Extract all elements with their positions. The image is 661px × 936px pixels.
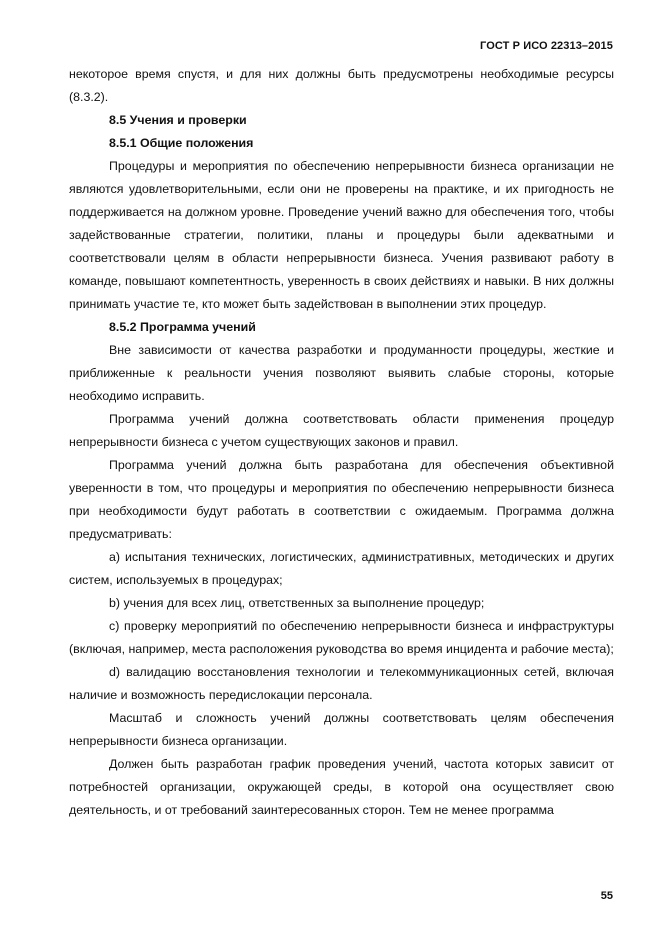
paragraph-program-scope: Программа учений должна соответствовать области применения процедур непрерывности бизнеса с учетом существующих законов и правил. [69,412,614,449]
paragraph-schedule: Должен быть разработан график проведения учений, частота которых зависит от потребностей организации, окружающей среды, в которой она осуществляет свою деятельность, и от требований заинтересованных сторон. Тем не менее программа [69,757,614,817]
section-heading-8-5-2: 8.5.2 Программа учений [109,320,256,334]
section-heading-8-5: 8.5 Учения и проверки [109,113,247,127]
page-number: 55 [600,890,613,902]
list-item-c: c) проверку мероприятий по обеспечению непрерывности бизнеса и инфраструктуры (включая, например, места расположения руководства во время инцидента и рабочие места); [69,619,614,656]
list-item-b: b) учения для всех лиц, ответственных за выполнение процедур; [109,596,485,610]
paragraph-continuation: некоторое время спустя, и для них должны быть предусмотрены необходимые ресурсы (8.3.2). [69,67,614,104]
list-item-a: а) испытания технических, логистических, административных, методических и других систем, используемых в процедурах; [69,550,614,587]
section-heading-8-5-1: 8.5.1 Общие положения [109,136,254,150]
document-code-header: ГОСТ Р ИСО 22313–2015 [480,40,613,52]
list-item-d: d) валидацию восстановления технологии и телекоммуникационных сетей, включая наличие и возможность передислокации персонала. [69,665,614,702]
paragraph-program-design: Программа учений должна быть разработана для обеспечения объективной уверенности в том, что процедуры и мероприятия по обеспечению непрерывности бизнеса при необходимости будут работать в соответствии с ожидаемым. Программа должна предусматривать: [69,458,614,541]
paragraph-scale: Масштаб и сложность учений должны соответствовать целям обеспечения непрерывности бизнеса организации. [69,711,614,748]
paragraph-general-provisions: Процедуры и мероприятия по обеспечению непрерывности бизнеса организации не являются удовлетворительными, если они не проверены на практике, и их пригодность не поддерживается на должном уровне. Проведение учений важно для обеспечения того, чтобы задействованные стратегии, политики, планы и процедуры были адекватными и соответствовали целям в области непрерывности бизнеса. Учения развивают работу в команде, повышают компетентность, уверенность в своих действиях и навыки. В них должны принимать участие те, кто может быть задействован в выполнении этих процедур. [69,159,614,311]
paragraph-program-intro: Вне зависимости от качества разработки и продуманности процедуры, жесткие и приближенные к реальности учения позволяют выявить слабые стороны, которые необходимо исправить. [69,343,614,403]
document-body [69,63,614,822]
